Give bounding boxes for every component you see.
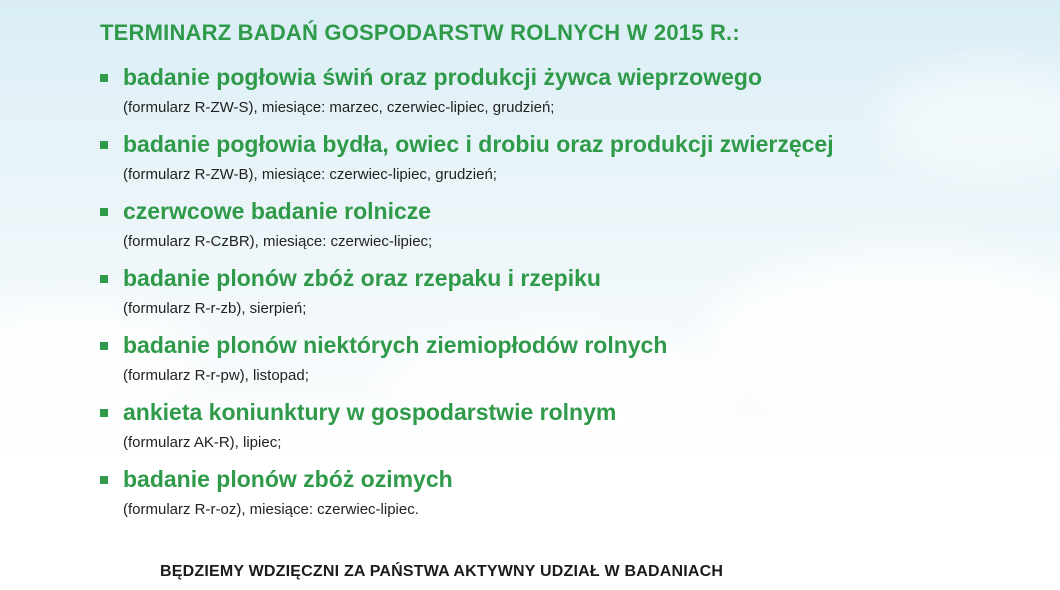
survey-title: badanie plonów zbóż ozimych bbox=[123, 466, 453, 492]
list-item bbox=[100, 267, 1030, 334]
square-bullet-icon bbox=[100, 74, 108, 82]
survey-details: (formularz AK-R), lipiec; bbox=[123, 434, 282, 451]
survey-details: (formularz R-r-pw), listopad; bbox=[123, 367, 309, 384]
survey-details: (formularz R-ZW-S), miesiące: marzec, czerwiec-lipiec, grudzień; bbox=[123, 99, 555, 116]
survey-details: (formularz R-r-oz), miesiące: czerwiec-lipiec. bbox=[123, 501, 419, 518]
list-item bbox=[100, 334, 1030, 401]
survey-details: (formularz R-ZW-B), miesiące: czerwiec-lipiec, grudzień; bbox=[123, 166, 497, 183]
square-bullet-icon bbox=[100, 476, 108, 484]
survey-list bbox=[100, 66, 1030, 535]
footer-message: BĘDZIEMY WDZIĘCZNI ZA PAŃSTWA AKTYWNY UDZIAŁ W BADANIACH bbox=[160, 563, 724, 580]
survey-title: badanie plonów zbóż oraz rzepaku i rzepiku bbox=[123, 265, 601, 291]
square-bullet-icon bbox=[100, 342, 108, 350]
square-bullet-icon bbox=[100, 208, 108, 216]
square-bullet-icon bbox=[100, 275, 108, 283]
square-bullet-icon bbox=[100, 409, 108, 417]
page-title: TERMINARZ BADAŃ GOSPODARSTW ROLNYCH W 2015 R.: bbox=[100, 20, 740, 45]
survey-title: badanie plonów niektórych ziemiopłodów rolnych bbox=[123, 332, 668, 358]
survey-title: badanie pogłowia bydła, owiec i drobiu oraz produkcji zwierzęcej bbox=[123, 131, 834, 157]
survey-title: badanie pogłowia świń oraz produkcji żywca wieprzowego bbox=[123, 64, 763, 90]
square-bullet-icon bbox=[100, 141, 108, 149]
list-item bbox=[100, 468, 1030, 535]
survey-details: (formularz R-CzBR), miesiące: czerwiec-lipiec; bbox=[123, 233, 433, 250]
list-item bbox=[100, 133, 1030, 200]
list-item bbox=[100, 401, 1030, 468]
list-item bbox=[100, 200, 1030, 267]
list-item bbox=[100, 66, 1030, 133]
survey-details: (formularz R-r-zb), sierpień; bbox=[123, 300, 307, 317]
survey-title: czerwcowe badanie rolnicze bbox=[123, 198, 432, 224]
survey-title: ankieta koniunktury w gospodarstwie rolnym bbox=[123, 399, 617, 425]
